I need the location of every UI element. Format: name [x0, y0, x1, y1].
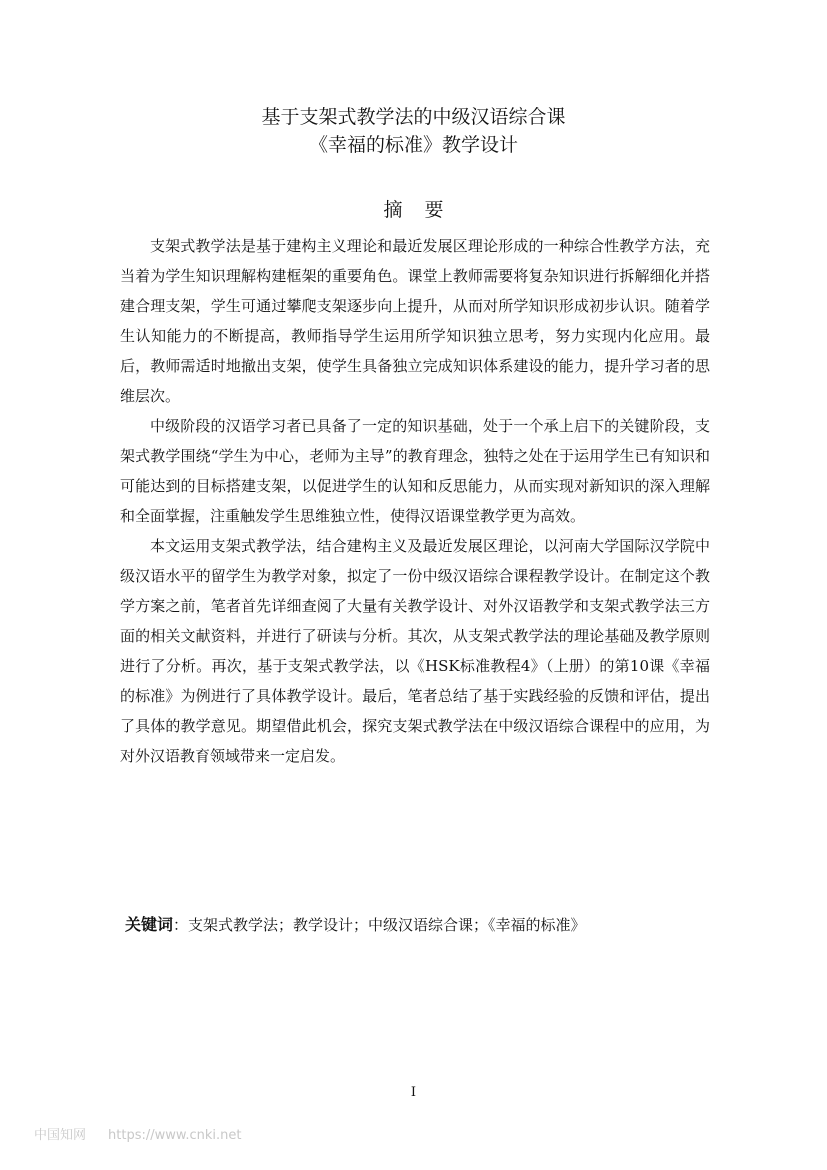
- paper-title-line-1: 基于支架式教学法的中级汉语综合课: [261, 106, 566, 128]
- watermark-site-name: 中国知网: [34, 1128, 87, 1143]
- abstract-body: [120, 231, 710, 771]
- page-number: I: [410, 1085, 417, 1100]
- abstract-paragraph-3: 本文运用支架式教学法，结合建构主义及最近发展区理论，以河南大学国际汉学院中级汉语水平的留学生为教学对象，拟定了一份中级汉语综合课程教学设计。在制定这个教学方案之前，笔者首先详细查阅了大量有关教学设计、对外汉语教学和支架式教学法三方面的相关文献资料，并进行了研读与分析。其次，从支架式教学法的理论基础及教学原则进行了分析。再次，基于支架式教学法，以《HSK标准教程4》（上册）的第10课《幸福的标准》为例进行了具体教学设计。最后，笔者总结了基于实践经验的反馈和评估，提出了具体的教学意见。期望借此机会，探究支架式教学法在中级汉语综合课程中的应用，为对外汉语教育领域带来一定启发。: [120, 537, 710, 765]
- paper-title-line-2: 《幸福的标准》教学设计: [308, 134, 518, 156]
- abstract-heading: 摘要: [383, 199, 466, 221]
- keywords-label: 关键词: [125, 915, 174, 934]
- watermark-url: https://www.cnki.net: [108, 1128, 242, 1143]
- abstract-paragraph-2: 中级阶段的汉语学习者已具备了一定的知识基础，处于一个承上启下的关键阶段，支架式教学围绕“学生为中心，老师为主导”的教育理念，独特之处在于运用学生已有知识和可能达到的目标搭建支架，以促进学生的认知和反思能力，从而实现对新知识的深入理解和全面掌握，注重触发学生思维独立性，使得汉语课堂教学更为高效。: [120, 417, 710, 525]
- cnki-watermark: [34, 1127, 241, 1145]
- abstract-paragraph-1: 支架式教学法是基于建构主义理论和最近发展区理论形成的一种综合性教学方法，充当着为学生知识理解构建框架的重要角色。课堂上教师需要将复杂知识进行拆解细化并搭建合理支架，学生可通过攀爬支架逐步向上提升，从而对所学知识形成初步认识。随着学生认知能力的不断提高，教师指导学生运用所学知识独立思考，努力实现内化应用。最后，教师需适时地撤出支架，使学生具备独立完成知识体系建设的能力，提升学习者的思维层次。: [120, 237, 710, 405]
- keywords-text: 支架式教学法；教学设计；中级汉语综合课；《幸福的标准》: [188, 916, 586, 934]
- keywords-separator: ：: [173, 916, 189, 934]
- keywords-line: [125, 912, 725, 938]
